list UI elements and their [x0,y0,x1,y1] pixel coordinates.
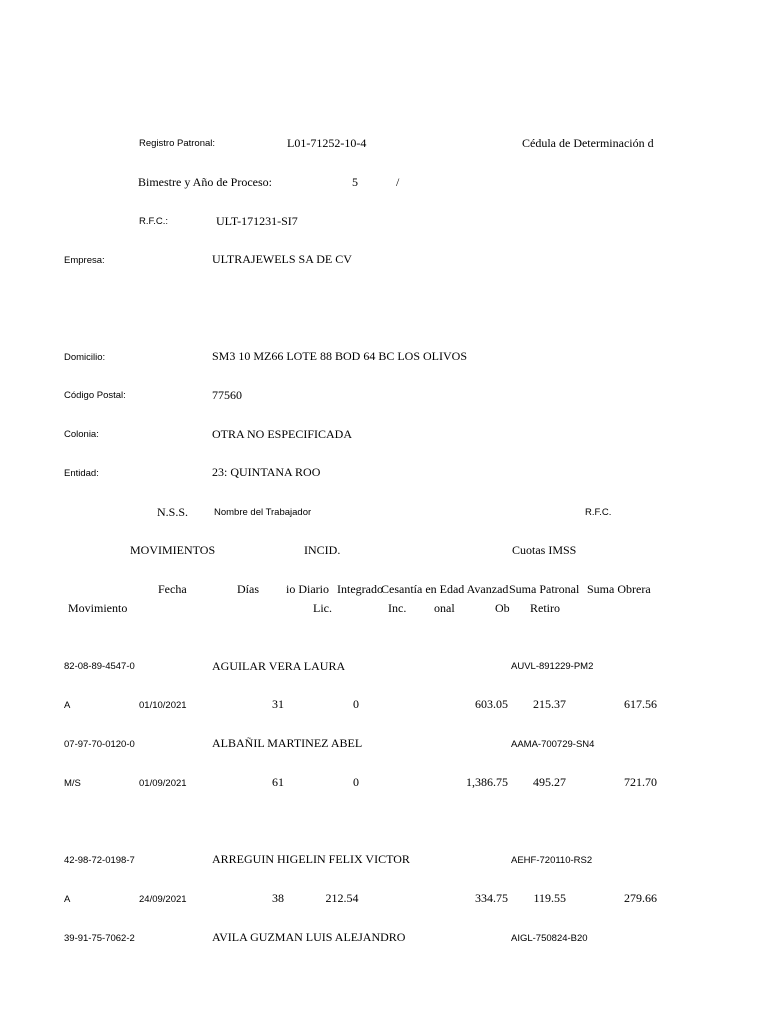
col-movimiento: Movimiento [68,601,128,615]
cedula-title: Cédula de Determinación d [522,137,654,149]
entidad-value: 23: QUINTANA ROO [212,465,321,479]
colonia-value: OTRA NO ESPECIFICADA [212,427,353,441]
entidad-label: Entidad: [64,468,99,479]
worker-value-cesantia: 334.75 [475,891,508,905]
worker-value-patronal: 119.55 [533,891,566,905]
domicilio-value: SM3 10 MZ66 LOTE 88 BOD 64 BC LOS OLIVOS [212,349,468,363]
worker-date: 01/10/2021 [139,700,187,711]
worker-value-cesantia: 603.05 [475,697,508,711]
worker-rfc: AIGL-750824-B20 [511,933,588,944]
col-integrado: Integrado [337,582,383,596]
col-suma-obrera: Suma Obrera [587,582,651,596]
worker-name: AVILA GUZMAN LUIS ALEJANDRO [212,930,406,944]
worker-value-incid: 212.54 [325,891,359,905]
col-nombre: Nombre del Trabajador [214,507,312,518]
col-lic: Lic. [313,601,332,615]
worker-movement-type: M/S [64,778,81,789]
worker-value-obrera: 617.56 [624,697,657,711]
registro-patronal-value: L01-71252-10-4 [287,136,367,150]
worker-name: AGUILAR VERA LAURA [212,659,346,673]
worker-rfc: AEHF-720110-RS2 [511,855,593,866]
domicilio-label: Domicilio: [64,352,106,363]
col-salario-diario: io Diario [286,582,329,596]
col-suma-patronal: Suma Patronal [509,582,580,596]
worker-date: 24/09/2021 [139,894,187,905]
worker-value-cesantia: 1,386.75 [466,775,508,789]
registro-patronal-label: Registro Patronal: [139,138,216,149]
worker-value-patronal: 495.27 [533,775,566,789]
col-cuotas-imss: Cuotas IMSS [512,543,577,557]
bimestre-label: Bimestre y Año de Proceso: [138,175,272,189]
worker-days: 61 [272,775,284,789]
worker-nss: 42-98-72-0198-7 [64,855,135,866]
worker-nss: 07-97-70-0120-0 [64,739,135,750]
worker-value-patronal: 215.37 [533,697,566,711]
rfc-label: R.F.C.: [139,216,169,227]
col-inc: Inc. [388,601,407,615]
col-cesantia: Cesantía en Edad Avanzad [381,583,509,595]
col-ob: Ob [495,601,510,615]
worker-name: ARREGUIN HIGELIN FELIX VICTOR [212,852,410,866]
col-onal: onal [434,601,455,615]
col-fecha: Fecha [158,582,187,596]
codigo-postal-value: 77560 [212,388,242,402]
colonia-label: Colonia: [64,429,99,440]
worker-name: ALBAÑIL MARTINEZ ABEL [212,736,363,750]
col-retiro: Retiro [530,601,560,615]
col-dias: Días [237,582,259,596]
col-movimientos: MOVIMIENTOS [130,543,216,557]
worker-movement-type: A [64,894,71,905]
worker-value-obrera: 279.66 [624,891,657,905]
empresa-value: ULTRAJEWELS SA DE CV [212,252,352,266]
worker-days: 31 [272,697,284,711]
worker-value-incid: 0 [353,697,359,711]
bimestre-separator: / [396,175,400,189]
worker-nss: 39-91-75-7062-2 [64,933,135,944]
worker-date: 01/09/2021 [139,778,187,789]
worker-days: 38 [272,891,284,905]
empresa-label: Empresa: [64,255,105,266]
worker-rfc: AUVL-891229-PM2 [511,661,594,672]
codigo-postal-label: Código Postal: [64,390,126,401]
worker-value-obrera: 721.70 [624,775,657,789]
worker-nss: 82-08-89-4547-0 [64,661,135,672]
worker-rfc: AAMA-700729-SN4 [511,739,595,750]
col-rfc: R.F.C. [585,507,612,518]
worker-value-incid: 0 [353,775,359,789]
col-nss: N.S.S. [157,505,189,519]
rfc-value: ULT-171231-SI7 [216,214,298,228]
bimestre-value: 5 [352,175,358,189]
worker-movement-type: A [64,700,71,711]
col-incid: INCID. [304,543,341,557]
